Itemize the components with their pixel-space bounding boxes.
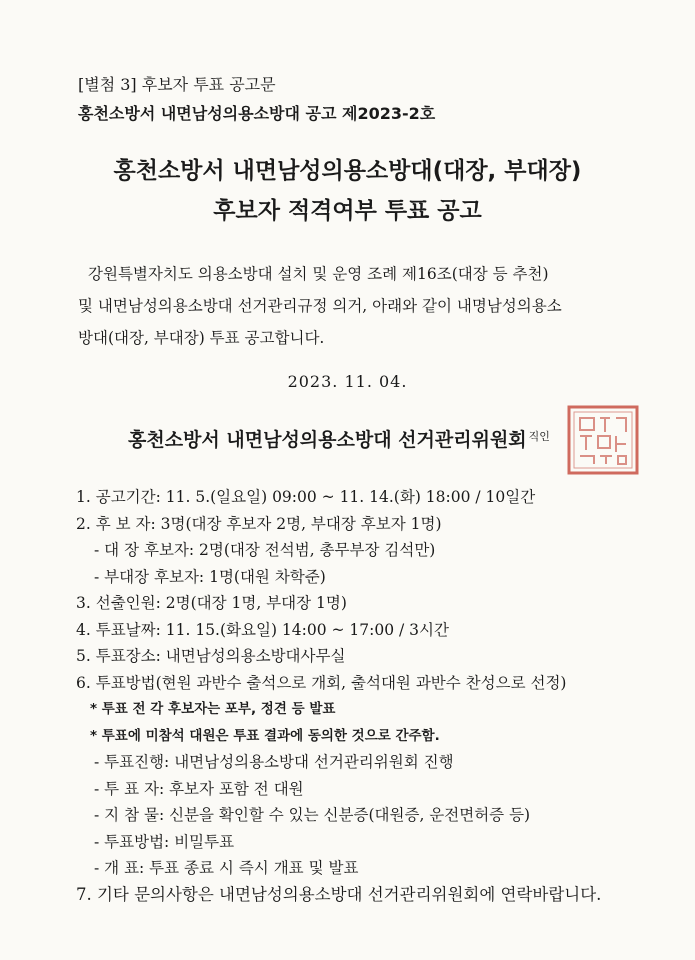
official-seal-icon <box>566 404 640 476</box>
notice-item-9: * 투표 전 각 후보자는 포부, 정견 등 발표 <box>90 701 336 717</box>
notice-item-8: 6. 투표방법(현원 과반수 출석으로 개회, 출석대원 과반수 찬성으로 선정) <box>76 673 567 692</box>
notice-item-7: 5. 투표장소: 내면남성의용소방대사무실 <box>76 647 346 665</box>
issuing-organization <box>128 425 550 452</box>
notice-item-13: - 지 참 물: 신분을 확인할 수 있는 신분증(대원증, 운전면허증 등) <box>94 806 531 824</box>
notice-item-6: 4. 투표날짜: 11. 15.(화요일) 14:00 ~ 17:00 / 3시간 <box>76 620 449 639</box>
notice-item-1: 1. 공고기간: 11. 5.(일요일) 09:00 ~ 11. 14.(화) 18:00 / 10일간 <box>76 488 536 506</box>
notice-date: 2023. 11. 04. <box>287 372 408 391</box>
notice-item-3: - 대 장 후보자: 2명(대장 전석범, 총무부장 김석만) <box>94 541 436 559</box>
body-line-1: 강원특별자치도 의용소방대 설치 및 운영 조례 제16조(대장 등 추천) <box>88 265 549 283</box>
notice-item-10: * 투표에 미참석 대원은 투표 결과에 동의한 것으로 간주함. <box>90 727 440 744</box>
notice-item-4: - 부대장 후보자: 1명(대원 차학준) <box>94 567 326 586</box>
body-line-3: 방대(대장, 부대장) 투표 공고합니다. <box>78 329 325 347</box>
document-title-line1: 홍천소방서 내면남성의용소방대(대장, 부대장) <box>113 158 582 184</box>
notice-item-15: - 개 표: 투표 종료 시 즉시 개표 및 발표 <box>94 859 359 877</box>
notice-item-11: - 투표진행: 내면남성의용소방대 선거관리위원회 진행 <box>94 753 454 771</box>
document-title-line2: 후보자 적격여부 투표 공고 <box>213 198 482 224</box>
body-line-2: 및 내면남성의용소방대 선거관리규정 의거, 아래와 같이 내명남성의용소 <box>78 297 562 315</box>
notice-items-list <box>76 484 636 908</box>
notice-item-14: - 투표방법: 비밀투표 <box>94 832 235 851</box>
notice-item-12: - 투 표 자: 후보자 포함 전 대원 <box>94 779 304 798</box>
notice-item-16: 7. 기타 문의사항은 내면남성의용소방대 선거관리위원회에 연락바랍니다. <box>76 884 602 904</box>
notice-item-2: 2. 후 보 자: 3명(대장 후보자 2명, 부대장 후보자 1명) <box>76 514 442 533</box>
seal-label: 직인 <box>528 430 550 443</box>
notice-number: 홍천소방서 내면남성의용소방대 공고 제2023-2호 <box>78 104 436 123</box>
attachment-label: [별첨 3] 후보자 투표 공고문 <box>78 75 276 94</box>
notice-item-5: 3. 선출인원: 2명(대장 1명, 부대장 1명) <box>76 594 347 612</box>
organization-name: 홍천소방서 내면남성의용소방대 선거관리위원회 <box>128 429 527 451</box>
body-paragraph <box>78 258 618 354</box>
